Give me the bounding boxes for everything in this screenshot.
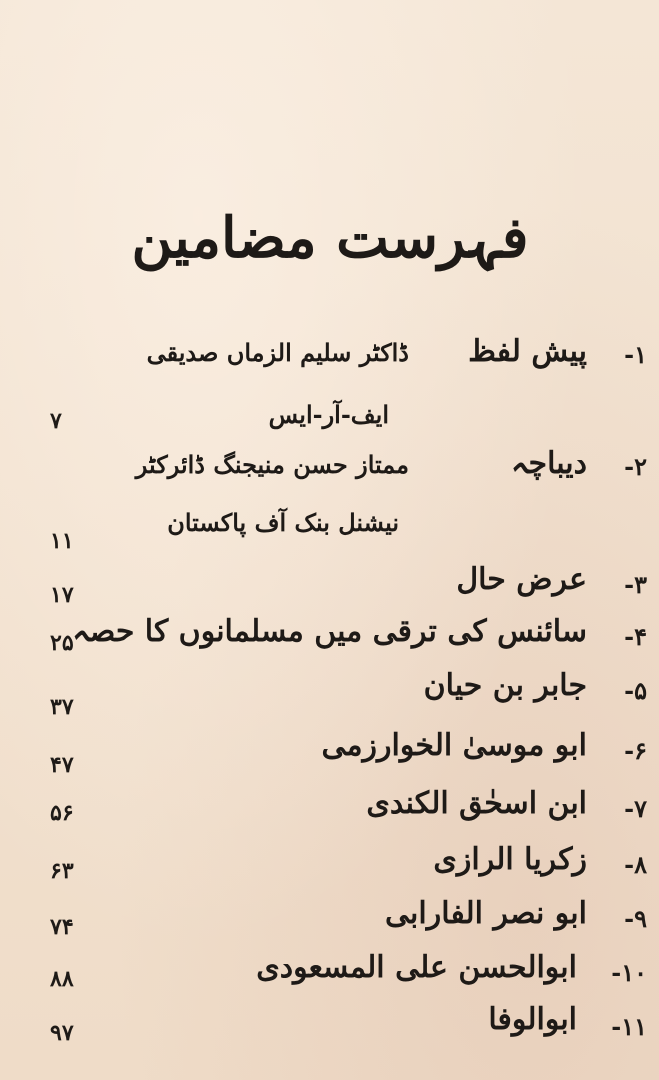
page-number: ۱۱ — [50, 528, 74, 554]
entry-number: ۳- — [624, 570, 647, 599]
entry-number: ۶- — [624, 736, 647, 765]
page-number: ۷ — [50, 408, 62, 434]
page-number: ۵۶ — [50, 800, 74, 826]
entry-number: ۱- — [624, 340, 647, 369]
entry-author: ڈاکٹر سلیم الزماں صدیقی — [146, 338, 409, 367]
entry-title: ابوالحسن علی المسعودی — [256, 950, 577, 985]
entry-number: ۹- — [624, 904, 647, 933]
entry-number: ۱۰- — [611, 958, 647, 987]
page-number: ۷۴ — [50, 914, 74, 940]
entry-title: عرض حال — [456, 562, 587, 597]
entry-title: ابو موسیٰ الخوارزمی — [321, 728, 587, 763]
entry-number: ۴- — [624, 622, 647, 651]
entry-title: پیش لفظ — [468, 334, 587, 369]
entry-author-title: ایف-آر-ایس — [268, 400, 389, 429]
entry-author-title: نیشنل بنک آف پاکستان — [167, 508, 399, 537]
page-number: ۱۷ — [50, 582, 74, 608]
page-title: فہرست مضامین — [131, 205, 529, 271]
entry-title: ابن اسحٰق الکندی — [366, 786, 587, 821]
page-number: ۳۷ — [50, 694, 74, 720]
entry-title: سائنس کی ترقی میں مسلمانوں کا حصہ — [72, 614, 587, 649]
page-number: ۸۸ — [50, 966, 74, 992]
entry-title: دیباچہ — [510, 446, 587, 481]
page-number: ۶۳ — [50, 858, 74, 884]
entry-title: ابوالوفا — [488, 1002, 577, 1037]
entry-number: ۸- — [624, 850, 647, 879]
page-number: ۴۷ — [50, 752, 74, 778]
entry-title: جابر بن حیان — [423, 668, 587, 703]
page-number: ۹۷ — [50, 1020, 74, 1046]
entry-title: زکریا الرازی — [433, 842, 587, 877]
entry-number: ۲- — [624, 452, 647, 481]
entry-title: ابو نصر الفارابی — [385, 896, 587, 931]
page-number: ۲۵ — [50, 630, 74, 656]
entry-number: ۱۱- — [611, 1012, 647, 1041]
entry-author: ممتاز حسن منیجنگ ڈائرکٹر — [135, 450, 409, 479]
entry-number: ۷- — [624, 794, 647, 823]
entry-number: ۵- — [624, 676, 647, 705]
